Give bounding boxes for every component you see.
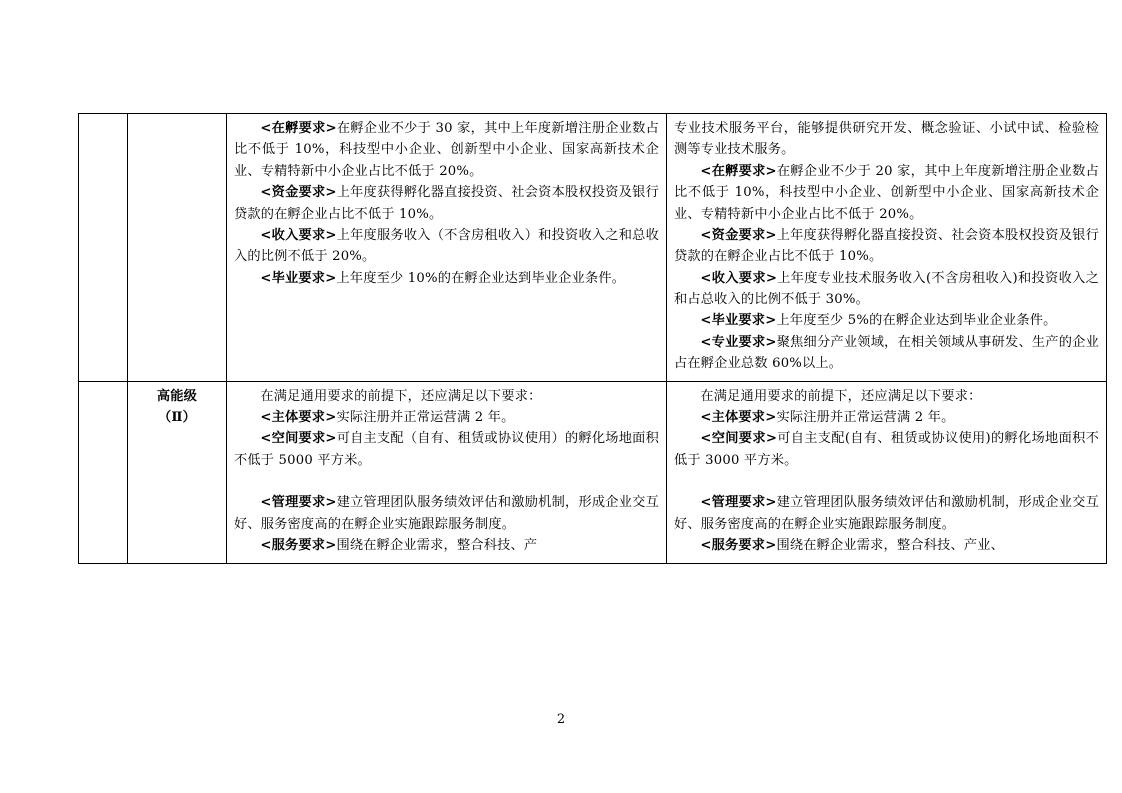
row2-left-para-4: <管理要求>建立管理团队服务绩效评估和激励机制，形成企业交互好、服务密度高的在孵企业实施跟踪服务制度。 <box>234 495 659 532</box>
row1-right-para-6: <专业要求>聚焦细分产业领域，在相关领域从事研发、生产的企业占在孵企业总数 60%以上。 <box>674 334 1099 372</box>
requirement-tag: <资金要求> <box>260 185 337 201</box>
row1-left-para-1: <在孵要求>在孵企业不少于 30 家，其中上年度新增注册企业数占比不低于 10%，科技型中小企业、创新型中小企业、国家高新技术企业、专精特新中小企业占比不低于 20%。 <box>234 121 659 179</box>
level-label-line2: （Ⅱ） <box>157 409 197 425</box>
row2-right-para-2: <主体要求>实际注册并正常运营满 2 年。 <box>700 409 955 425</box>
requirement-tag: <主体要求> <box>260 409 337 425</box>
row1-left-cell <box>227 114 667 382</box>
row2-right-para-4: <管理要求>建立管理团队服务绩效评估和激励机制，形成企业交互好、服务密度高的在孵企业实施跟踪服务制度。 <box>674 495 1099 532</box>
row2-right-para-5: <服务要求>围绕在孵企业需求，整合科技、产业、 <box>700 538 1005 554</box>
row1-left-para-2: <资金要求>上年度获得孵化器直接投资、社会资本股权投资及银行贷款的在孵企业占比不低于 10%。 <box>234 185 659 222</box>
row1-right-para-4: <收入要求>上年度专业技术服务收入(不含房租收入)和投资收入之和占总收入的比例不低于 30%。 <box>674 270 1099 307</box>
table-row <box>79 114 1107 382</box>
requirement-tag: <专业要求> <box>700 334 777 350</box>
requirement-tag: <管理要求> <box>260 495 337 511</box>
level-label-line1: 高能级 <box>156 388 198 404</box>
row2-right-para-1: 在满足通用要求的前提下，还应满足以下要求： <box>700 388 982 404</box>
requirement-tag: <收入要求> <box>700 270 778 286</box>
row1-right-para-1: 专业技术服务平台，能够提供研究开发、概念验证、小试中试、检验检测等专业技术服务。 <box>674 121 1099 158</box>
category-cell-row2 <box>79 381 128 563</box>
requirement-tag: <服务要求> <box>700 538 777 554</box>
row1-right-cell <box>667 114 1107 382</box>
row1-left-para-3: <收入要求>上年度服务收入（不含房租收入）和投资收入之和总收入的比例不低于 20%。 <box>234 227 659 265</box>
requirement-tag: <服务要求> <box>260 538 337 554</box>
requirement-tag: <毕业要求> <box>260 270 337 286</box>
level-cell-row1 <box>128 114 227 382</box>
row2-left-para-5: <服务要求>围绕在孵企业需求，整合科技、产 <box>260 538 538 554</box>
row2-left-para-1: 在满足通用要求的前提下，还应满足以下要求： <box>260 388 542 404</box>
requirement-tag: <毕业要求> <box>700 313 777 329</box>
row2-left-spacer <box>234 471 659 492</box>
row2-right-cell <box>667 381 1107 563</box>
requirement-tag: <空间要求> <box>700 431 778 447</box>
requirement-tag: <空间要求> <box>260 431 337 447</box>
table-row <box>79 381 1107 563</box>
requirement-tag: <资金要求> <box>700 227 777 243</box>
requirement-tag: <在孵要求> <box>700 163 777 179</box>
requirement-tag: <在孵要求> <box>260 121 337 136</box>
level-cell-row2 <box>128 381 227 563</box>
requirement-tag: <收入要求> <box>260 227 337 243</box>
row2-left-para-2: <主体要求>实际注册并正常运营满 2 年。 <box>260 409 515 425</box>
row2-right-spacer <box>674 471 1099 492</box>
category-cell-row1 <box>79 114 128 382</box>
row1-right-para-3: <资金要求>上年度获得孵化器直接投资、社会资本股权投资及银行贷款的在孵企业占比不低于 10%。 <box>674 227 1099 265</box>
page-number: 2 <box>556 712 566 727</box>
row2-left-cell <box>227 381 667 563</box>
row1-left-para-4: <毕业要求>上年度至少 10%的在孵企业达到毕业企业条件。 <box>260 270 626 286</box>
row2-left-para-3: <空间要求>可自主支配（自有、租赁或协议使用）的孵化场地面积不低于 5000 平方米。 <box>234 431 659 468</box>
row1-right-para-2: <在孵要求>在孵企业不少于 20 家，其中上年度新增注册企业数占比不低于 10%，科技型中小企业、创新型中小企业、国家高新技术企业、专精特新中小企业占比不低于 20%。 <box>674 163 1099 222</box>
row1-right-para-5: <毕业要求>上年度至少 5%的在孵企业达到毕业企业条件。 <box>700 313 1057 329</box>
requirement-tag: <主体要求> <box>700 409 777 425</box>
requirement-tag: <管理要求> <box>700 495 777 511</box>
row2-right-para-3: <空间要求>可自主支配(自有、租赁或协议使用)的孵化场地面积不低于 3000 平方米。 <box>674 431 1099 468</box>
requirements-table <box>78 113 1107 564</box>
